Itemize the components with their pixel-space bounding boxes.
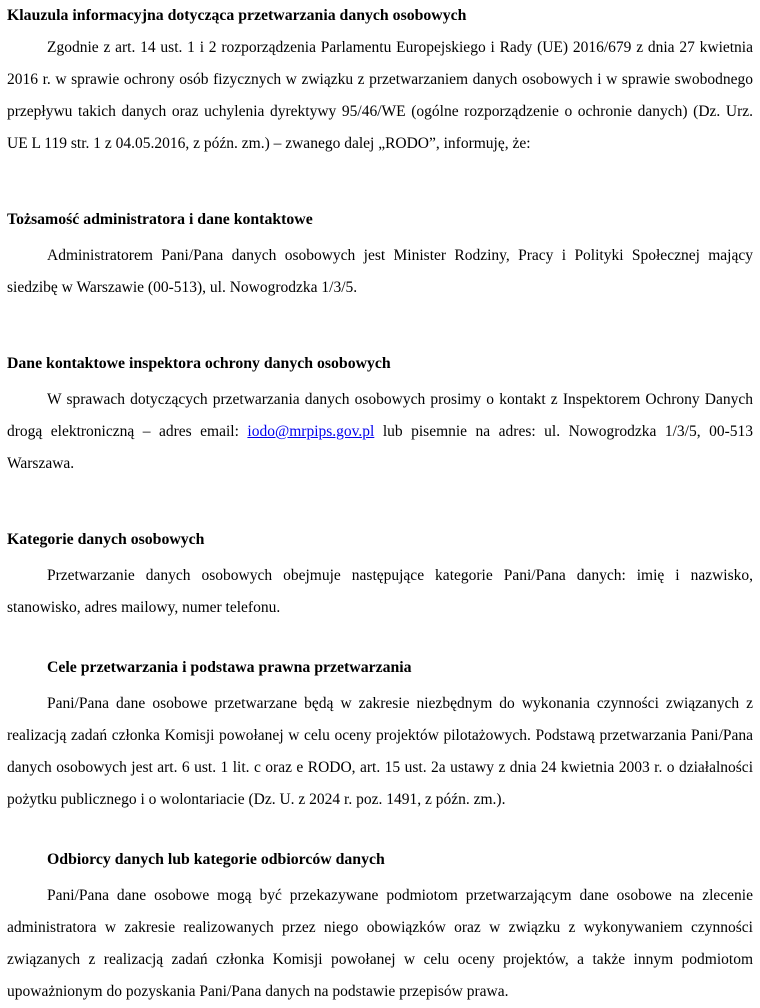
data-categories-body: Przetwarzanie danych osobowych obejmuje następujące kategorie Pani/Pana danych: imię i nazwisko, stanowisko, adres mailowy, numer telefonu. <box>7 567 753 616</box>
data-protection-officer-heading: Dane kontaktowe inspektora ochrony danych osobowych <box>7 355 391 372</box>
section-data-recipients <box>7 844 753 1008</box>
data-categories-heading: Kategorie danych osobowych <box>7 531 205 548</box>
processing-purposes-body: Pani/Pana dane osobowe przetwarzane będą w zakresie niezbędnym do wykonania czynności związanych z realizacją zadań członka Komisji powołanej w celu oceny projektów pilotażowych. Podstawą przetwarzania Pani/Pana danych osobowych jest art. 6 ust. 1 lit. c oraz e RODO, art. 15 ust. 2a ustawy z dnia 24 kwietnia 2003 r. o działalności pożytku publicznego i o wolontariacie (Dz. U. z 2024 r. poz. 1491, z późn. zm.). <box>7 695 753 808</box>
document-title: Klauzula informacyjna dotycząca przetwarzania danych osobowych <box>7 7 467 24</box>
administrator-identity-heading: Tożsamość administratora i dane kontaktowe <box>7 211 313 228</box>
administrator-identity-body: Administratorem Pani/Pana danych osobowych jest Minister Rodziny, Pracy i Polityki Społecznej mający siedzibę w Warszawie (00-513), ul. Nowogrodzka 1/3/5. <box>7 247 753 296</box>
section-administrator-identity <box>7 204 753 304</box>
section-processing-purposes <box>7 652 753 816</box>
data-recipients-heading: Odbiorcy danych lub kategorie odbiorców danych <box>47 851 385 868</box>
processing-purposes-heading: Cele przetwarzania i podstawa prawna przetwarzania <box>47 659 412 676</box>
section-data-protection-officer <box>7 348 753 480</box>
intro-paragraph: Zgodnie z art. 14 ust. 1 i 2 rozporządzenia Parlamentu Europejskiego i Rady (UE) 2016/679 z dnia 27 kwietnia 2016 r. w sprawie ochrony osób fizycznych w związku z przetwarzaniem danych osobowych i w sprawie swobodnego przepływu takich danych oraz uchylenia dyrektywy 95/46/WE (ogólne rozporządzenie o ochronie danych) (Dz. Urz. UE L 119 str. 1 z 04.05.2016, z późn. zm.) – zwanego dalej „RODO”, informuję, że: <box>7 39 753 152</box>
data-recipients-body: Pani/Pana dane osobowe mogą być przekazywane podmiotom przetwarzającym dane osobowe na zlecenie administratora w zakresie realizowanych przez niego obowiązków oraz w związku z wykonywaniem czynności związanych z realizacją zadań członka Komisji powołanej w celu oceny projektów, a także innym podmiotom upoważnionym do pozyskania Pani/Pana danych na podstawie przepisów prawa. <box>7 887 753 1000</box>
officer-body-text-before-email: W sprawach dotyczących przetwarzania danych osobowych prosimy o kontakt z Inspektorem Ochrony Danych drogą elektroniczną – adres email: <box>7 391 753 440</box>
email-link[interactable]: iodo@mrpips.gov.pl <box>247 423 375 440</box>
section-data-categories <box>7 524 753 624</box>
officer-body-text-after-email: lub pisemnie na adres: ul. Nowogrodzka 1/3/5, 00-513 Warszawa. <box>7 423 753 472</box>
data-protection-officer-body <box>7 384 753 480</box>
